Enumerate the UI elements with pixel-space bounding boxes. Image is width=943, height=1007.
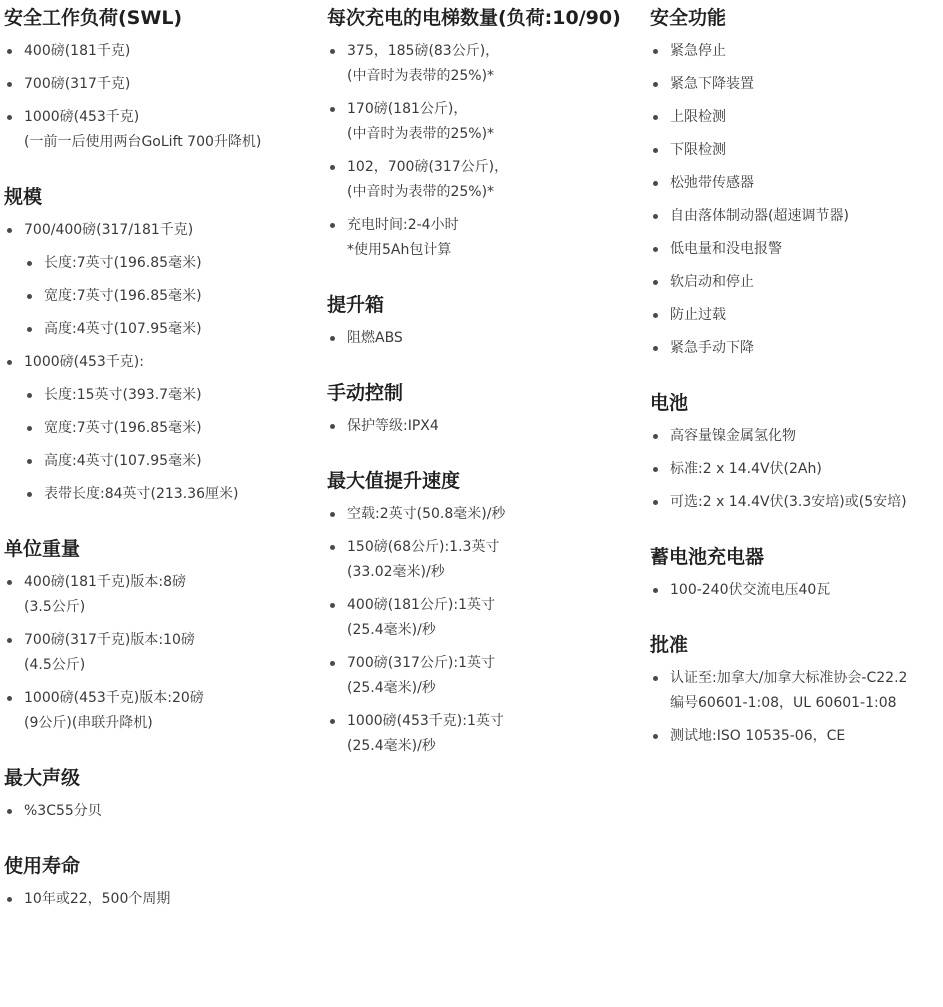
spec-list-item [327, 213, 643, 263]
spec-list-item [650, 270, 940, 295]
spec-item-text: (4.5公斤) [24, 657, 86, 673]
spec-item-text: 认证至:加拿大/加拿大标准协会-C22.2 [670, 670, 908, 686]
spec-section [327, 468, 643, 759]
spec-section [650, 390, 940, 515]
spec-list-item [4, 570, 320, 620]
spec-column-1 [4, 0, 320, 920]
spec-list-item [4, 105, 320, 155]
spec-list-item [327, 502, 643, 527]
spec-list-item [327, 97, 643, 147]
spec-list-item [650, 171, 940, 196]
spec-item-text: 高容量镍金属氢化物 [670, 428, 796, 444]
spec-list [650, 666, 940, 749]
spec-list-item [650, 490, 940, 515]
spec-list [4, 570, 320, 736]
spec-item-text: 1000磅(453千克)版本:20磅 [24, 690, 204, 706]
spec-list-item [4, 887, 320, 912]
section-heading: 使用寿命 [4, 855, 81, 877]
spec-list-item [650, 336, 940, 361]
spec-list-item [4, 350, 320, 507]
spec-item-text: (3.5公斤) [24, 599, 86, 615]
spec-section [4, 184, 320, 507]
spec-list-item [650, 666, 940, 716]
spec-list-item [650, 204, 940, 229]
spec-section [327, 5, 643, 263]
spec-item-text: 170磅(181公斤)， [347, 101, 468, 117]
spec-item-text: (25.4毫米)/秒 [347, 680, 436, 696]
spec-item-text: 长度:15英寸(393.7毫米) [44, 387, 202, 403]
spec-list-item [327, 535, 643, 585]
spec-sublist [24, 251, 320, 342]
spec-list-item [327, 39, 643, 89]
spec-item-text: (25.4毫米)/秒 [347, 622, 436, 638]
section-heading: 蓄电池充电器 [650, 546, 765, 568]
spec-item-text: 标准:2 x 14.4V伏(2Ah) [670, 461, 822, 477]
spec-item-text: 700磅(317公斤):1英寸 [347, 655, 495, 671]
spec-column-3 [650, 0, 940, 757]
spec-section [650, 632, 940, 749]
spec-item-text: (25.4毫米)/秒 [347, 738, 436, 754]
section-heading: 最大值提升速度 [327, 470, 461, 492]
spec-list-item [650, 105, 940, 130]
spec-list-item [650, 724, 940, 749]
spec-item-text: 100-240伏交流电压40瓦 [670, 582, 831, 598]
spec-item-text: 阻燃ABS [347, 330, 403, 346]
spec-item-text: 长度:7英寸(196.85毫米) [44, 255, 202, 271]
spec-section [4, 536, 320, 736]
spec-item-text: %3C55分贝 [24, 803, 102, 819]
spec-item-text: 低电量和没电报警 [670, 241, 782, 257]
spec-item-text: 自由落体制动器(超速调节器) [670, 208, 849, 224]
spec-list [327, 39, 643, 263]
spec-list-item [650, 457, 940, 482]
spec-sublist-item [24, 383, 320, 408]
section-heading: 规模 [4, 186, 43, 208]
spec-item-text: (9公斤)(串联升降机) [24, 715, 153, 731]
spec-list-item [327, 326, 643, 351]
spec-item-text: 1000磅(453千克) [24, 109, 140, 125]
spec-section [650, 544, 940, 603]
section-heading: 单位重量 [4, 538, 81, 560]
spec-item-text: 102，700磅(317公斤)， [347, 159, 509, 175]
spec-item-text: 400磅(181千克)版本:8磅 [24, 574, 186, 590]
spec-column-2 [327, 0, 643, 767]
section-heading: 安全功能 [650, 7, 727, 29]
spec-sublist-item [24, 416, 320, 441]
spec-list-item [327, 593, 643, 643]
spec-list [650, 578, 940, 603]
spec-item-text: 紧急下降装置 [670, 76, 754, 92]
spec-list-item [327, 651, 643, 701]
spec-item-text: 保护等级:IPX4 [347, 418, 439, 434]
spec-list-item [650, 72, 940, 97]
spec-list [4, 218, 320, 507]
spec-section [4, 5, 320, 155]
spec-item-text: 高度:4英寸(107.95毫米) [44, 321, 202, 337]
spec-item-text: (33.02毫米)/秒 [347, 564, 445, 580]
spec-list [650, 424, 940, 515]
section-heading: 最大声级 [4, 767, 81, 789]
spec-list-item [650, 138, 940, 163]
spec-list-item [4, 799, 320, 824]
spec-section [4, 853, 320, 912]
spec-list-item [327, 155, 643, 205]
spec-item-text: 1000磅(453千克): [24, 354, 144, 370]
spec-sublist [24, 383, 320, 507]
spec-item-text: 表带长度:84英寸(213.36厘米) [44, 486, 239, 502]
spec-sublist-item [24, 251, 320, 276]
section-heading: 手动控制 [327, 382, 404, 404]
spec-section [4, 765, 320, 824]
spec-item-text: 防止过载 [670, 307, 726, 323]
spec-section [650, 5, 940, 361]
spec-list [327, 502, 643, 759]
spec-item-text: 150磅(68公斤):1.3英寸 [347, 539, 500, 555]
section-heading: 提升箱 [327, 294, 385, 316]
spec-list-item [4, 72, 320, 97]
spec-list-item [4, 628, 320, 678]
spec-item-text: 700/400磅(317/181千克) [24, 222, 194, 238]
spec-item-text: *使用5Ah包计算 [347, 242, 452, 258]
spec-item-text: 700磅(317千克)版本:10磅 [24, 632, 195, 648]
spec-item-text: 400磅(181千克) [24, 43, 131, 59]
spec-list-item [4, 218, 320, 342]
spec-item-text: 空载:2英寸(50.8毫米)/秒 [347, 506, 506, 522]
spec-list [4, 887, 320, 912]
spec-list-item [650, 39, 940, 64]
spec-sublist-item [24, 284, 320, 309]
spec-list [4, 799, 320, 824]
spec-item-text: 宽度:7英寸(196.85毫米) [44, 420, 202, 436]
spec-sublist-item [24, 449, 320, 474]
spec-list-item [327, 709, 643, 759]
spec-list-item [650, 303, 940, 328]
spec-sublist-item [24, 482, 320, 507]
spec-item-text: (一前一后使用两台GoLift 700升降机) [24, 134, 262, 150]
spec-list [650, 39, 940, 361]
spec-item-text: 400磅(181公斤):1英寸 [347, 597, 495, 613]
spec-item-text: 软启动和停止 [670, 274, 754, 290]
spec-list [4, 39, 320, 155]
spec-item-text: 松弛带传感器 [670, 175, 754, 191]
spec-item-text: (中音时为表带的25%)* [347, 184, 495, 200]
spec-item-text: 700磅(317千克) [24, 76, 131, 92]
spec-item-text: 宽度:7英寸(196.85毫米) [44, 288, 202, 304]
spec-section [327, 292, 643, 351]
section-heading: 电池 [650, 392, 689, 414]
spec-item-text: (中音时为表带的25%)* [347, 68, 495, 84]
section-heading: 安全工作负荷(SWL) [4, 7, 183, 29]
section-heading: 每次充电的电梯数量(负荷:10/90) [327, 7, 621, 29]
spec-item-text: 紧急手动下降 [670, 340, 754, 356]
spec-item-text: 上限检测 [670, 109, 726, 125]
spec-item-text: 10年或22，500个周期 [24, 891, 171, 907]
spec-list [327, 326, 643, 351]
spec-item-text: (中音时为表带的25%)* [347, 126, 495, 142]
spec-list [327, 414, 643, 439]
spec-item-text: 高度:4英寸(107.95毫米) [44, 453, 202, 469]
spec-item-text: 下限检测 [670, 142, 726, 158]
spec-list-item [650, 237, 940, 262]
section-heading: 批准 [650, 634, 689, 656]
spec-item-text: 可选:2 x 14.4V伏(3.3安培)或(5安培) [670, 494, 907, 510]
spec-list-item [650, 578, 940, 603]
spec-sublist-item [24, 317, 320, 342]
spec-list-item [4, 39, 320, 64]
spec-item-text: 375，185磅(83公斤)， [347, 43, 500, 59]
spec-list-item [4, 686, 320, 736]
spec-item-text: 编号60601-1:08，UL 60601-1:08 [670, 695, 897, 711]
spec-list-item [650, 424, 940, 449]
spec-item-text: 充电时间:2-4小时 [347, 217, 459, 233]
spec-list-item [327, 414, 643, 439]
spec-item-text: 紧急停止 [670, 43, 726, 59]
spec-item-text: 1000磅(453千克):1英寸 [347, 713, 504, 729]
spec-section [327, 380, 643, 439]
spec-item-text: 测试地:ISO 10535-06，CE [670, 728, 846, 744]
